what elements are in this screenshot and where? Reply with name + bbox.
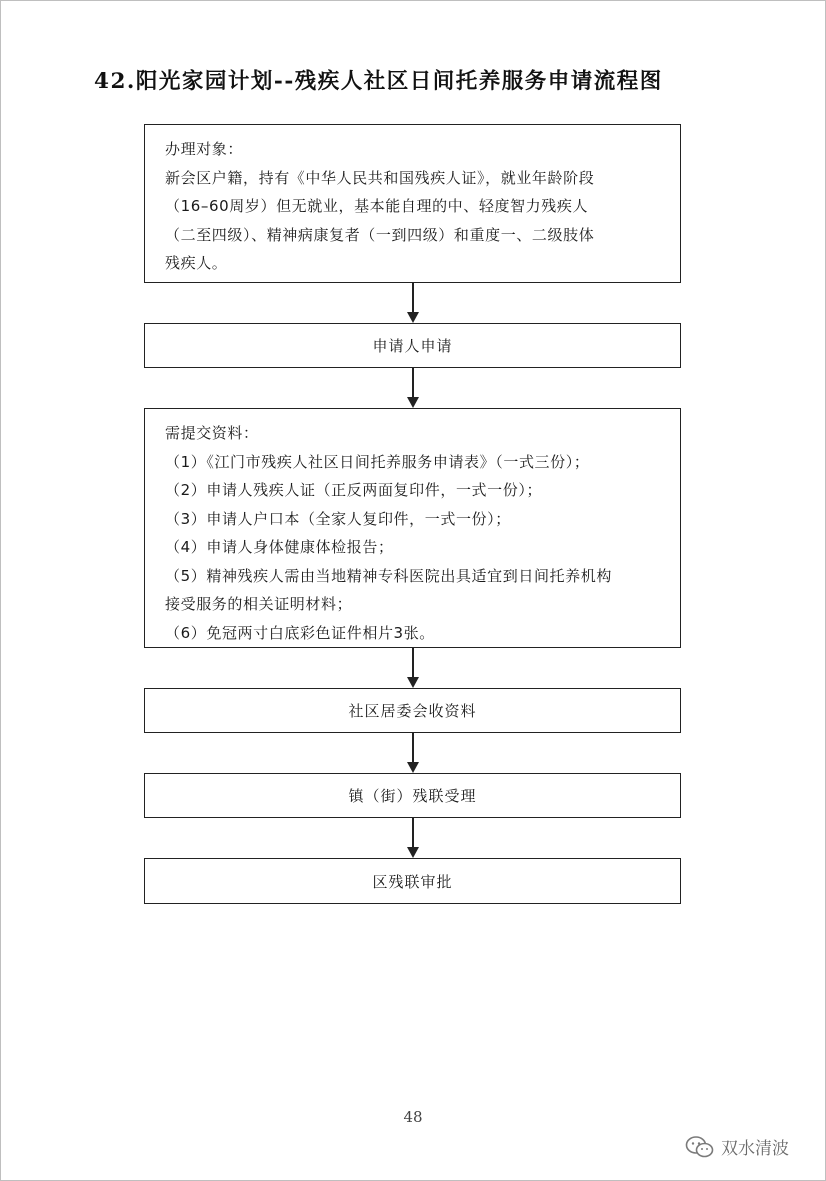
flow-arrow (407, 733, 419, 773)
watermark-text: 双水清波 (721, 1139, 789, 1159)
materials-heading: 需提交资料： (165, 424, 259, 442)
flow-arrow (407, 368, 419, 408)
district-step-box (144, 858, 681, 904)
eligibility-line: （16–60周岁）但无就业，基本能自理的中、轻度智力残疾人 (165, 197, 589, 215)
flow-arrow (407, 283, 419, 323)
materials-line: （2）申请人残疾人证（正反两面复印件，一式一份）； (165, 481, 543, 499)
town-step-label: 镇（街）残联受理 (348, 787, 477, 805)
page-number: 48 (403, 1108, 423, 1126)
town-step-box (144, 773, 681, 818)
materials-box (144, 408, 681, 648)
eligibility-line: （二至四级）、精神病康复者（一到四级）和重度一、二级肢体 (165, 225, 595, 244)
materials-line: （5）精神残疾人需由当地精神专科医院出具适宜到日间托养机构 (165, 566, 612, 585)
eligibility-line: 残疾人。 (165, 254, 228, 272)
materials-line: 接受服务的相关证明材料； (165, 595, 353, 613)
flow-arrow (407, 648, 419, 688)
wechat-icon (685, 1135, 715, 1159)
flow-arrow (407, 818, 419, 858)
eligibility-box (144, 124, 681, 283)
eligibility-heading: 办理对象： (165, 140, 244, 158)
materials-line: （4）申请人身体健康体检报告； (165, 538, 394, 556)
page-title: 42.阳光家园计划--残疾人社区日间托养服务申请流程图 (94, 69, 663, 94)
materials-line: （3）申请人户口本（全家人复印件，一式一份）； (165, 509, 511, 528)
materials-line: （6）免冠两寸白底彩色证件相片3张。 (165, 623, 435, 642)
watermark (685, 1134, 789, 1159)
community-step-label: 社区居委会收资料 (348, 702, 477, 720)
community-step-box (144, 688, 681, 733)
district-step-label: 区残联审批 (372, 872, 453, 891)
apply-step-box (144, 323, 681, 368)
eligibility-line: 新会区户籍，持有《中华人民共和国残疾人证》，就业年龄阶段 (165, 168, 595, 187)
materials-line: （1）《江门市残疾人社区日间托养服务申请表》（一式三份）； (165, 452, 590, 471)
apply-step-label: 申请人申请 (372, 337, 453, 355)
